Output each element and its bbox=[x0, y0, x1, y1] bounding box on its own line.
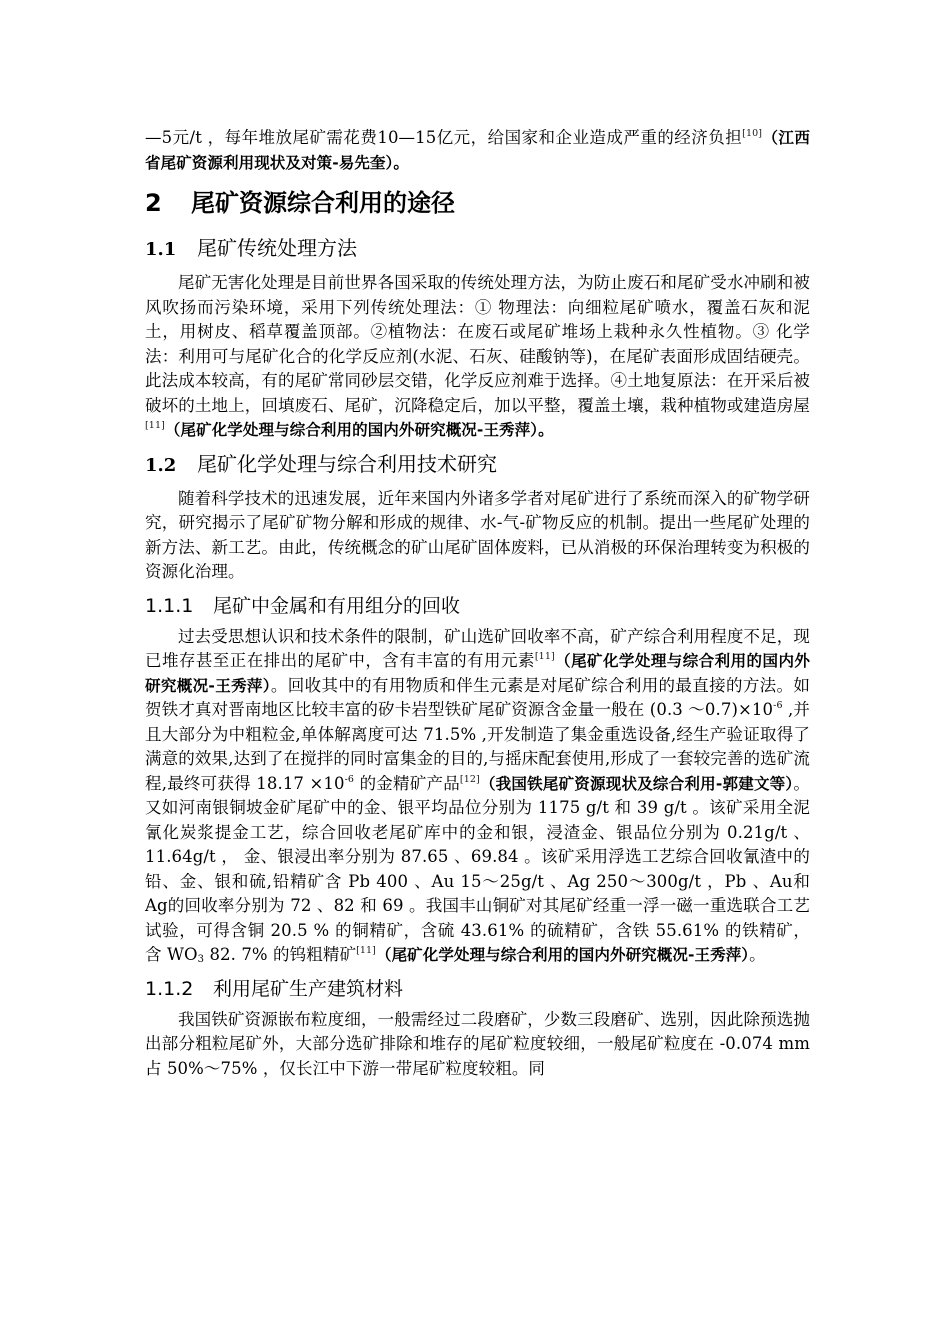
section-number: 2 bbox=[145, 189, 162, 217]
subsection-title: 尾矿化学处理与综合利用技术研究 bbox=[197, 451, 497, 476]
section-title: 尾矿资源综合利用的途径 bbox=[191, 189, 455, 217]
subsubsection-heading-1-1-2 bbox=[145, 974, 810, 1004]
reference-marker[interactable]: [10] bbox=[742, 128, 763, 139]
subsection-heading-1-2 bbox=[145, 449, 810, 481]
paragraph-building-materials: 我国铁矿资源嵌布粒度细，一般需经过二段磨矿，少数三段磨矿、选别，因此除预选抛出部分粗粒尾矿外，大部分选矿排除和堆存的尾矿粒度较细，一般尾矿粒度在 -0.074 mm 占 50%～75% ，仅长江中下游一带尾矿粒度较粗。同 bbox=[145, 1009, 810, 1078]
subsubsection-number: 1.1.1 bbox=[145, 594, 194, 617]
exponent: -6 bbox=[344, 773, 355, 785]
citation: （江西省尾矿资源利用现状及对策-易先奎）。 bbox=[145, 129, 810, 172]
subsubsection-title: 利用尾矿生产建筑材料 bbox=[213, 977, 404, 1000]
citation: （我国铁尾矿资源现状及综合利用-郭建文等） bbox=[479, 774, 794, 793]
citation: （尾矿化学处理与综合利用的国内外研究概况-王秀萍） bbox=[375, 946, 750, 964]
subsection-heading-1-1 bbox=[145, 233, 810, 265]
paragraph-traditional-methods: 尾矿无害化处理是目前世界各国采取的传统处理方法，为防止废石和尾矿受水冲刷和被风吹扬而污染环境，采用下列传统处理法：① 物理法：向细粒尾矿喷水，覆盖石灰和泥土，用树皮、稻草覆盖顶部。②植物法：在废石或尾矿堆场上栽种永久性植物。③ 化学法：利用可与尾矿化合的化学反应剂(水泥、石灰、硅酸钠等)，在尾矿表面形成固结硬壳。此法成本较高，有的尾矿常同砂层交错，化学反应剂难于选择。④土地复原法：在开采后被破坏的土地上，回填废石、尾矿，沉降稳定后，加以平整，覆盖土壤，栽种植物或建造房屋[11]（尾矿化学处理与综合利用的国内外研究概况-王秀萍）。 bbox=[145, 273, 810, 439]
paragraph-research: 随着科学技术的迅速发展，近年来国内外诸多学者对尾矿进行了系统而深入的矿物学研究，研究揭示了尾矿矿物分解和形成的规律、水-气-矿物反应的机制。提出一些尾矿处理的新方法、新工艺。由此，传统概念的矿山尾矿固体废料，已从消极的环保治理转变为积极的资源化治理。 bbox=[145, 488, 810, 581]
subsection-number: 1.2 bbox=[145, 454, 177, 476]
subscript: 3 bbox=[197, 954, 205, 965]
paragraph-metal-recovery: 过去受思想认识和技术条件的限制，矿山选矿回收率不高，矿产综合利用程度不足，现已堆存甚至正在排出的尾矿中，含有丰富的有用元素[11]（尾矿化学处理与综合利用的国内外研究概况-王秀萍）。回收其中的有用物质和伴生元素是对尾矿综合利用的最直接的方法。如贺铁才真对晋南地区比较丰富的矽卡岩型铁矿尾矿资源含金量一般在 (0.3 $\sim 0.7)\times 10^{-6}$ ,并且大部分为中粗粒金,单体解离度可达 71.5% ,开发制造了集金重选设备,经生产验证取得了满意的效果,达到了在搅拌的同时富集金的目的,与摇床配套使用,形成了一套较完善的选矿流程,最终可获得 $18.17 \times 10^{-6}$ 的金精矿产品[12]（我国铁尾矿资源现状及综合利用-郭建文等）。又如河南银铜坡金矿尾矿中的金、银平均品位分别为 1175 g/t 和 39 g/t 。该矿采用全泥氰化炭浆提金工艺，综合回收老尾矿库中的金和银，浸渣金、银品位分别为 0.21g/t 、11.64g/t ， 金、银浸出率分别为 87.65 、69.84 。该矿采用浮选工艺综合回收氰渣中的铅、金、银和硫,铅精矿含 Pb 400 、Au 15～25g/t 、Ag 250～300g/t ，Pb 、Au和Ag的回收率分别为 72 、82 和 69 。我国丰山铜矿对其尾矿经重一浮一磁一重选联合工艺试验，可得含铜 20.5 % 的铜精矿，含硫 43.61% 的硫精矿，含铁 55.61% 的铁精矿，含 $WO_3$ 82. 7% 的钨粗精矿[11]（尾矿化学处理与综合利用的国内外研究概况-王秀萍）。 bbox=[145, 626, 810, 965]
subsection-number: 1.1 bbox=[145, 239, 177, 260]
paragraph-cost: —5元/t ，每年堆放尾矿需花费10—15亿元，给国家和企业造成严重的经济负担[10]（江西省尾矿资源利用现状及对策-易先奎）。 bbox=[145, 128, 810, 172]
citation: （尾矿化学处理与综合利用的国内外研究概况-王秀萍）。 bbox=[164, 421, 554, 439]
subsection-title: 尾矿传统处理方法 bbox=[197, 236, 357, 260]
document-page bbox=[145, 126, 810, 1081]
section-heading-2 bbox=[145, 183, 810, 223]
reference-marker[interactable]: [12] bbox=[459, 773, 480, 785]
reference-marker[interactable]: [11] bbox=[534, 651, 555, 662]
subsubsection-title: 尾矿中金属和有用组分的回收 bbox=[213, 594, 461, 617]
exponent: -6 bbox=[773, 700, 783, 711]
subsubsection-number: 1.1.2 bbox=[145, 977, 194, 1000]
reference-marker[interactable]: [11] bbox=[145, 420, 165, 431]
citation: （尾矿化学处理与综合利用的国内外研究概况-王秀萍） bbox=[145, 652, 810, 695]
subsubsection-heading-1-1-1 bbox=[145, 591, 810, 621]
reference-marker[interactable]: [11] bbox=[356, 945, 376, 956]
